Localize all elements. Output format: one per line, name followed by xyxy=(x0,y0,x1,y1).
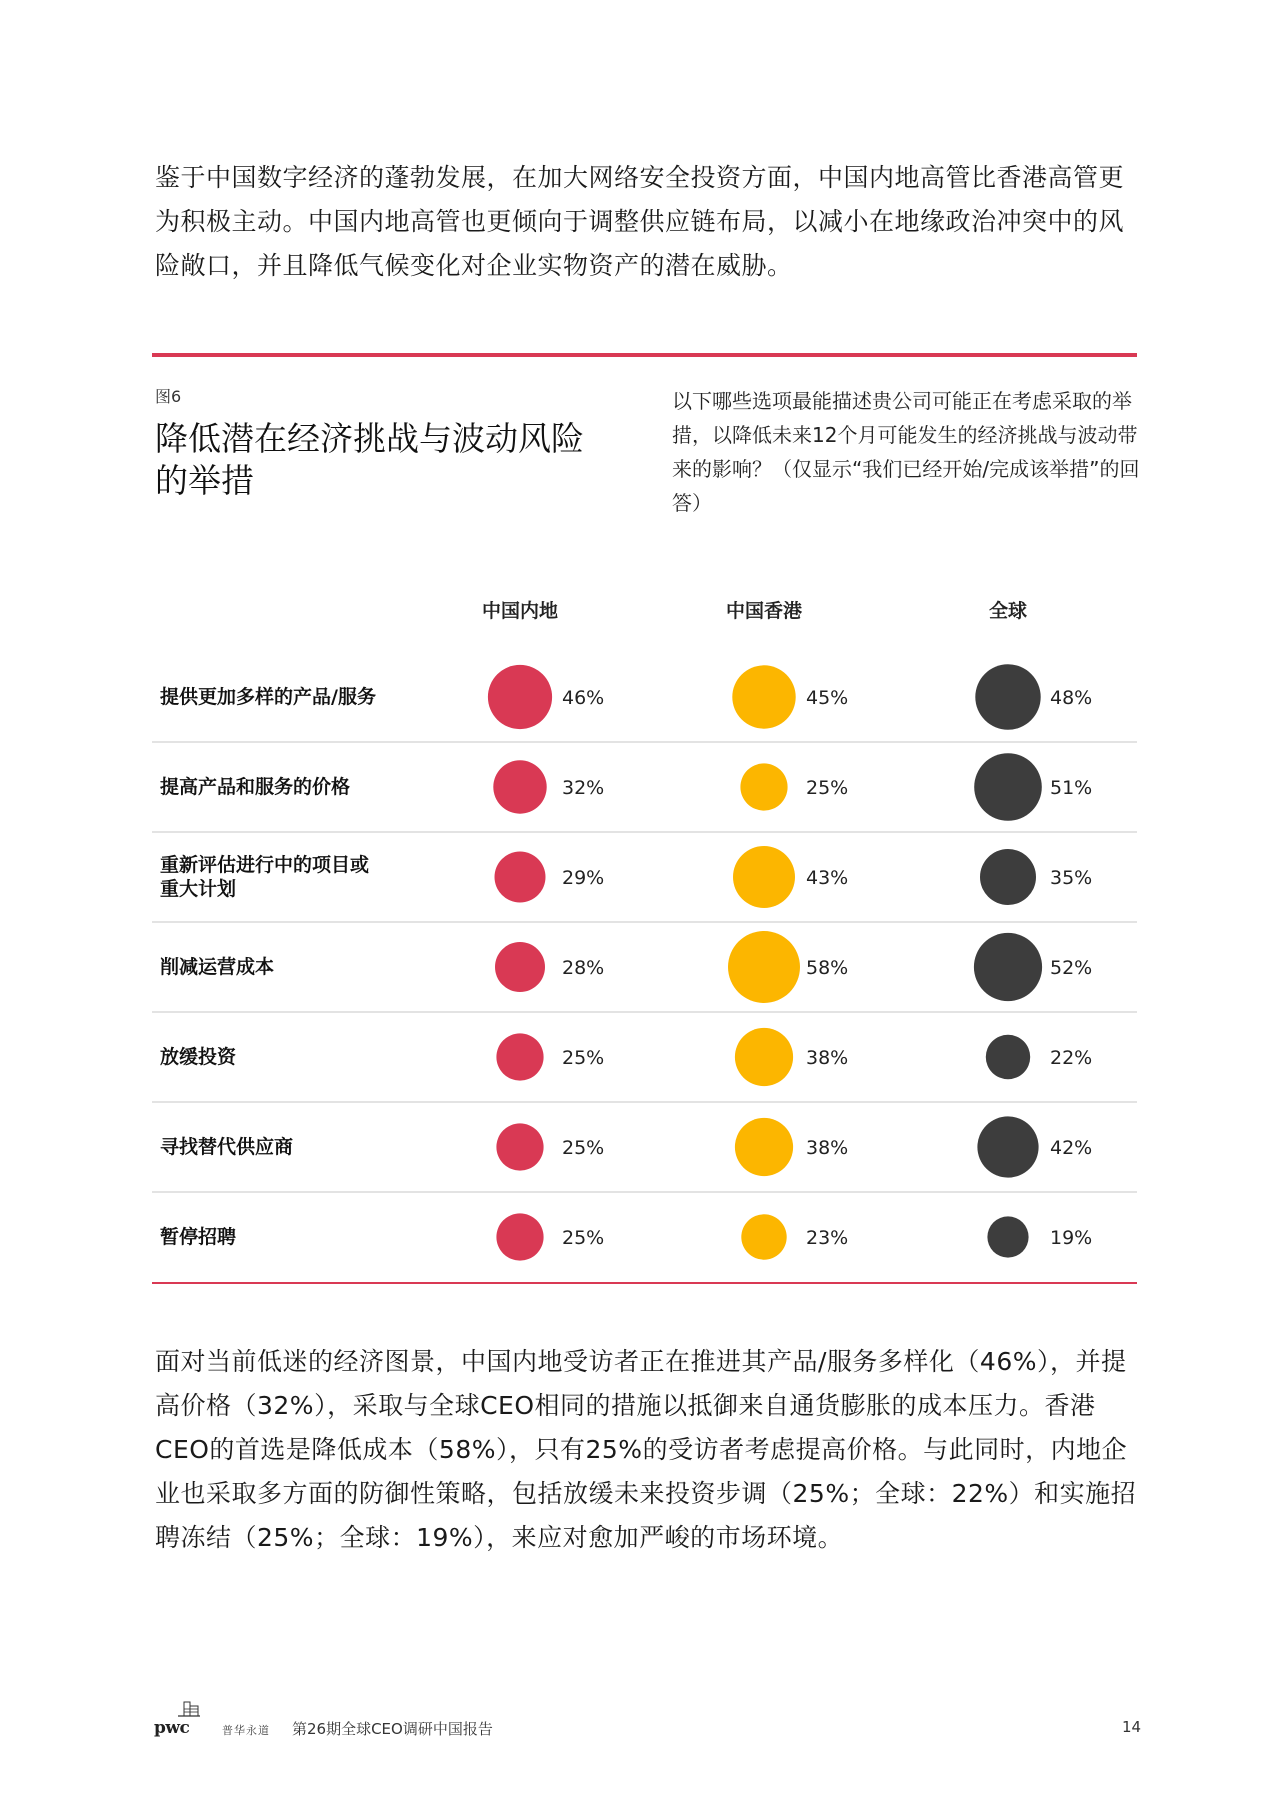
bubble-mark xyxy=(493,760,546,813)
intro-paragraph: 鉴于中国数字经济的蓬勃发展，在加大网络安全投资方面，中国内地高管比香港高管更为积极主动。中国内地高管也更倾向于调整供应链布局，以减小在地缘政治冲突中的风险敞口，并且降低气候变化对企业实物资产的潜在威胁。 xyxy=(155,163,1125,280)
value-label: 48% xyxy=(1050,687,1093,709)
bubble-mark xyxy=(974,753,1042,821)
bubble-mark xyxy=(488,665,552,729)
bubble-mark xyxy=(496,1213,543,1260)
figure-label: 图6 xyxy=(155,387,182,406)
bubble-mark xyxy=(732,665,795,728)
bubble-mark xyxy=(735,1028,793,1086)
report-name: 第26期全球CEO调研中国报告 xyxy=(292,1720,493,1738)
row-label: 放缓投资 xyxy=(160,1046,237,1068)
value-label: 45% xyxy=(806,687,849,709)
bubble-mark xyxy=(733,846,795,908)
bubble-mark xyxy=(728,931,800,1003)
footer xyxy=(0,1700,1280,1760)
bubble-mark xyxy=(741,1214,786,1259)
figure-question: 以下哪些选项最能描述贵公司可能正在考虑采取的举措，以降低未来12个月可能发生的经济挑战与波动带来的影响？（仅显示“我们已经开始/完成该举措”的回答） xyxy=(672,389,1140,515)
row-label: 提高产品和服务的价格 xyxy=(160,776,351,798)
summary-paragraph: 面对当前低迷的经济图景，中国内地受访者正在推进其产品/服务多样化（46%），并提高价格（32%），采取与全球CEO相同的措施以抵御来自通货膨胀的成本压力。香港CEO的首选是降低成本（58%），只有25%的受访者考虑提高价格。与此同时，内地企业也采取多方面的防御性策略，包括放缓未来投资步调（25%；全球：22%）和实施招聘冻结（25%；全球：19%），来应对愈加严峻的市场环境。 xyxy=(155,1347,1137,1552)
value-label: 38% xyxy=(806,1047,849,1069)
value-label: 32% xyxy=(562,777,605,799)
pwc-chinese-name: 普华永道 xyxy=(222,1724,270,1737)
row-label: 提供更加多样的产品/服务 xyxy=(160,686,376,708)
value-label: 25% xyxy=(562,1047,605,1069)
column-header-mainland: 中国内地 xyxy=(481,600,559,622)
value-label: 43% xyxy=(806,867,849,889)
value-label: 25% xyxy=(562,1227,605,1249)
value-label: 42% xyxy=(1050,1137,1093,1159)
row-label: 暂停招聘 xyxy=(160,1226,237,1248)
row-label: 重新评估进行中的项目或 重大计划 xyxy=(160,854,370,900)
value-label: 19% xyxy=(1050,1227,1093,1249)
bottom-divider xyxy=(152,1282,1137,1284)
column-header-hongkong: 中国香港 xyxy=(725,600,803,622)
bubble-mark xyxy=(496,1123,543,1170)
bubble-mark xyxy=(740,763,787,810)
value-label: 46% xyxy=(562,687,605,709)
bubble-mark xyxy=(977,1116,1038,1177)
column-header-global: 全球 xyxy=(988,600,1028,622)
value-label: 23% xyxy=(806,1227,849,1249)
value-label: 25% xyxy=(806,777,849,799)
figure-title: 降低潜在经济挑战与波动风险的举措 xyxy=(155,419,584,500)
bubble-mark xyxy=(986,1035,1030,1079)
bubble-mark xyxy=(974,933,1042,1001)
bubble-mark xyxy=(495,852,546,903)
pwc-wordmark: pwc xyxy=(154,1718,190,1738)
bubble-mark xyxy=(735,1118,793,1176)
value-label: 35% xyxy=(1050,867,1093,889)
bubble-mark xyxy=(496,1033,543,1080)
value-label: 38% xyxy=(806,1137,849,1159)
bubble-mark xyxy=(987,1216,1028,1257)
value-label: 51% xyxy=(1050,777,1093,799)
bubble-mark xyxy=(495,942,545,992)
bubble-mark xyxy=(980,849,1036,905)
value-label: 25% xyxy=(562,1137,605,1159)
bubble-mark xyxy=(975,664,1040,729)
value-label: 58% xyxy=(806,957,849,979)
row-label: 寻找替代供应商 xyxy=(160,1136,294,1158)
value-label: 22% xyxy=(1050,1047,1093,1069)
value-label: 52% xyxy=(1050,957,1093,979)
value-label: 29% xyxy=(562,867,605,889)
page-number: 14 xyxy=(1122,1718,1142,1736)
value-label: 28% xyxy=(562,957,605,979)
row-label: 削减运营成本 xyxy=(160,956,275,978)
